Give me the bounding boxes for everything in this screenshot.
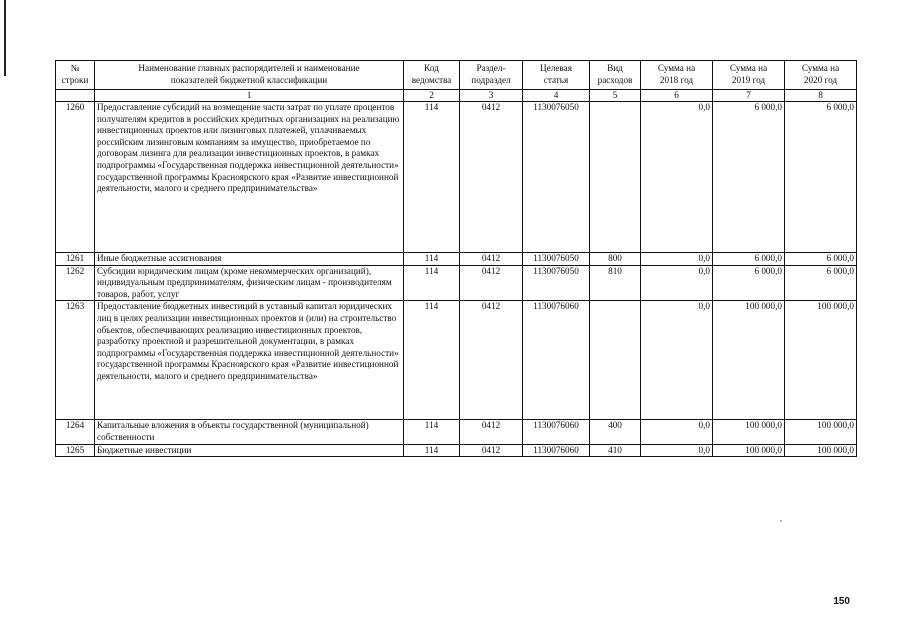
cell-sum-2018: 0,0 [641, 102, 713, 253]
cell-sum-2019: 100 000,0 [713, 301, 785, 420]
table-row [56, 102, 857, 253]
column-number-row [56, 90, 857, 102]
col-number-4: 4 [523, 90, 590, 102]
cell-expense-type [590, 301, 641, 420]
cell-target-article: 1130076060 [523, 420, 590, 444]
cell-expense-type: 800 [590, 253, 641, 266]
cell-sum-2020: 100 000,0 [785, 301, 857, 420]
table-row [56, 301, 857, 420]
col-header-name: Наименование главных распорядителей и наименование показателей бюджетной классификации [95, 61, 404, 90]
cell-ved: 114 [404, 301, 460, 420]
col-header-expense-type: Вид расходов [590, 61, 641, 90]
col-number-5: 5 [590, 90, 641, 102]
cell-razdel: 0412 [460, 420, 523, 444]
cell-razdel: 0412 [460, 444, 523, 457]
cell-razdel: 0412 [460, 102, 523, 253]
cell-sum-2020: 100 000,0 [785, 420, 857, 444]
cell-row-number: 1264 [56, 420, 95, 444]
cell-ved: 114 [404, 444, 460, 457]
cell-sum-2019: 6 000,0 [713, 253, 785, 266]
col-header-razdel: Раздел- подраздел [460, 61, 523, 90]
cell-expense-type: 410 [590, 444, 641, 457]
cell-name: Предоставление бюджетных инвестиций в уставный капитал юридических лиц в целях реализации инвестиционных проектов и (или) на строительство объектов, обеспечивающих реализацию инвестиционных проектов, разработку проектной и разрешительной документации, в рамках подпрограммы «Государственная поддержка инвестиционной деятельности» государственной программы Красноярского края «Развитие инвестиционной деятельности, малого и среднего предпринимательства» [95, 301, 404, 420]
cell-sum-2020: 6 000,0 [785, 102, 857, 253]
cell-expense-type: 400 [590, 420, 641, 444]
cell-name: Капитальные вложения в объекты государственной (муниципальной) собственности [95, 420, 404, 444]
cell-sum-2018: 0,0 [641, 301, 713, 420]
scan-speck [780, 520, 782, 522]
cell-row-number: 1260 [56, 102, 95, 253]
cell-ved: 114 [404, 253, 460, 266]
cell-ved: 114 [404, 420, 460, 444]
cell-target-article: 1130076060 [523, 301, 590, 420]
cell-row-number: 1262 [56, 265, 95, 301]
table-row [56, 253, 857, 266]
col-header-sum-2020: Сумма на 2020 год [785, 61, 857, 90]
table-row [56, 420, 857, 444]
page-number: 150 [833, 596, 850, 607]
col-number-7: 7 [713, 90, 785, 102]
budget-table [55, 60, 857, 457]
cell-row-number: 1263 [56, 301, 95, 420]
col-header-row-number: № строки [56, 61, 95, 90]
cell-razdel: 0412 [460, 253, 523, 266]
col-number-empty [56, 90, 95, 102]
cell-sum-2018: 0,0 [641, 265, 713, 301]
col-number-6: 6 [641, 90, 713, 102]
col-number-2: 2 [404, 90, 460, 102]
cell-razdel: 0412 [460, 301, 523, 420]
table-row [56, 265, 857, 301]
table-row [56, 444, 857, 457]
cell-name: Иные бюджетные ассигнования [95, 253, 404, 266]
col-number-8: 8 [785, 90, 857, 102]
table-header [56, 61, 857, 102]
scan-edge-line [4, 0, 6, 76]
cell-expense-type [590, 102, 641, 253]
cell-ved: 114 [404, 265, 460, 301]
cell-sum-2019: 6 000,0 [713, 102, 785, 253]
cell-row-number: 1265 [56, 444, 95, 457]
cell-target-article: 1130076050 [523, 265, 590, 301]
cell-expense-type: 810 [590, 265, 641, 301]
cell-target-article: 1130076050 [523, 102, 590, 253]
cell-ved: 114 [404, 102, 460, 253]
cell-target-article: 1130076060 [523, 444, 590, 457]
cell-name: Субсидии юридическим лицам (кроме некоммерческих организаций), индивидуальным предпринимателям, физическим лицам - производителям товаров, работ, услуг [95, 265, 404, 301]
col-number-3: 3 [460, 90, 523, 102]
cell-sum-2020: 100 000,0 [785, 444, 857, 457]
cell-sum-2018: 0,0 [641, 420, 713, 444]
cell-sum-2018: 0,0 [641, 253, 713, 266]
col-number-1: 1 [95, 90, 404, 102]
cell-name: Предоставление субсидий на возмещение части затрат по уплате процентов получателям кредитов в российских кредитных организациях на реализацию инвестиционных проектов или лизинговых платежей, уплачиваемых российским лизинговым компаниям за имущество, приобретаемое по договорам лизинга для реализации инвестиционных проектов, в рамках подпрограммы «Государственная поддержка инвестиционной деятельности» государственной программы Красноярского края «Развитие инвестиционной деятельности, малого и среднего предпринимательства» [95, 102, 404, 253]
cell-sum-2020: 6 000,0 [785, 265, 857, 301]
cell-name: Бюджетные инвестиции [95, 444, 404, 457]
col-header-ved: Код ведомства [404, 61, 460, 90]
col-header-sum-2019: Сумма на 2019 год [713, 61, 785, 90]
cell-sum-2018: 0,0 [641, 444, 713, 457]
cell-razdel: 0412 [460, 265, 523, 301]
cell-sum-2019: 100 000,0 [713, 420, 785, 444]
col-header-sum-2018: Сумма на 2018 год [641, 61, 713, 90]
cell-sum-2019: 100 000,0 [713, 444, 785, 457]
cell-sum-2019: 6 000,0 [713, 265, 785, 301]
col-header-target-article: Целевая статья [523, 61, 590, 90]
cell-sum-2020: 6 000,0 [785, 253, 857, 266]
cell-row-number: 1261 [56, 253, 95, 266]
cell-target-article: 1130076050 [523, 253, 590, 266]
